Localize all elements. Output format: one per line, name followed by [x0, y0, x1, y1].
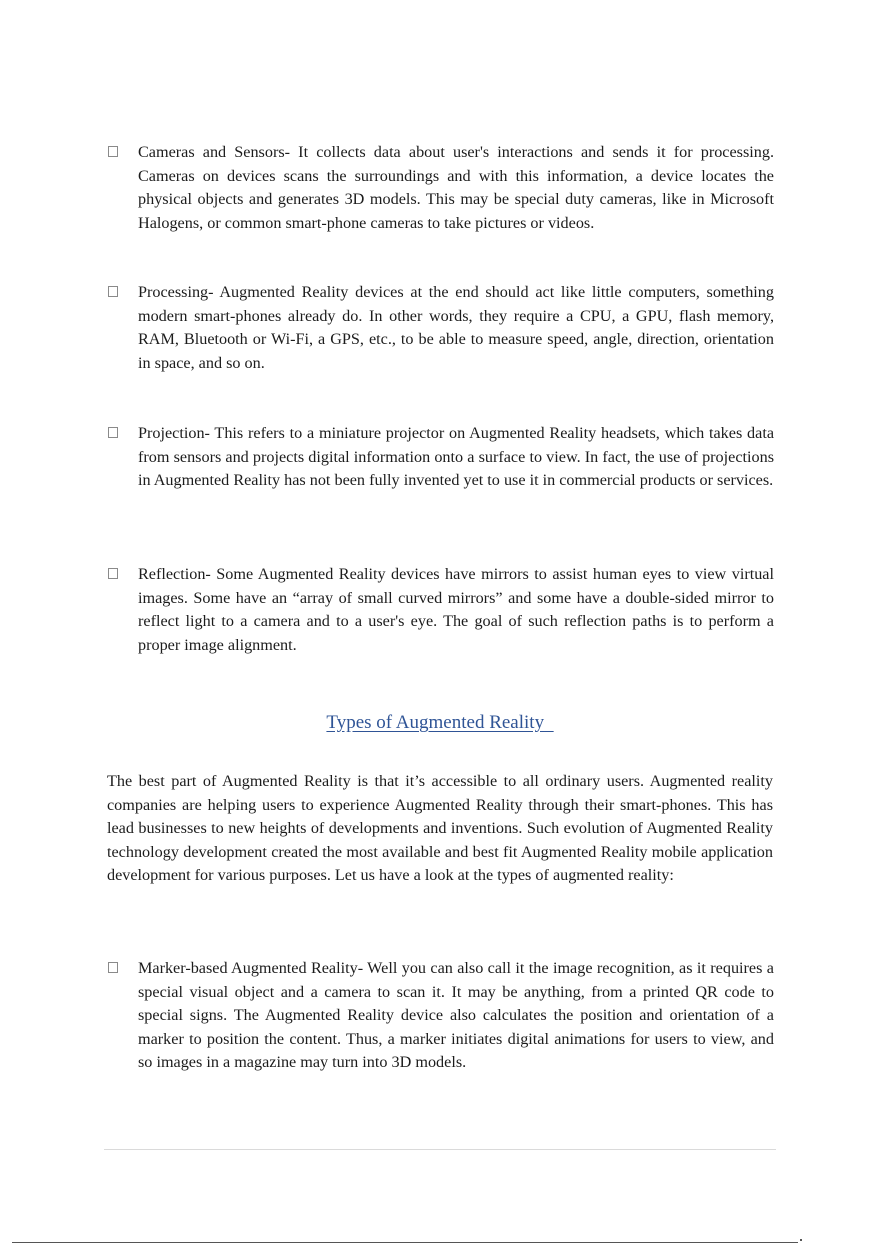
bullet-body: Augmented Reality devices at the end should act like little computers, something modern smart-phones already do. In other words, they require a CPU, a GPU, flash memory, RAM, Bluetooth or Wi-Fi, a GPS, etc., to be able to measure speed, angle, direction, orientation in space, and so on. — [138, 283, 774, 372]
bullet-box-icon — [108, 568, 118, 579]
section-heading — [0, 712, 880, 734]
bullet-item-processing — [108, 281, 774, 375]
bullet-text — [138, 563, 774, 657]
page-edge-dot — [800, 1239, 802, 1241]
section-heading-text: Types of Augmented Reality — [326, 712, 545, 733]
bullet-text — [138, 957, 774, 1075]
bullet-title: Cameras and Sensors- — [138, 143, 291, 161]
bullet-item-cameras-sensors — [108, 141, 774, 235]
bullet-title: Reflection- — [138, 565, 211, 583]
intro-paragraph: The best part of Augmented Reality is that it’s accessible to all ordinary users. Augmented reality companies are helping users to experience Augmented Reality through their smart-phones. This has lead businesses to new heights of developments and inventions. Such evolution of Augmented Reality technology development created the most available and best fit Augmented Reality mobile application development for various purposes. Let us have a look at the types of augmented reality: — [107, 772, 773, 885]
bullet-text — [138, 141, 774, 235]
page-bottom-rule — [12, 1242, 798, 1243]
bullet-box-icon — [108, 962, 118, 973]
bullet-body: Some Augmented Reality devices have mirrors to assist human eyes to view virtual images. Some have an “array of small curved mirrors” and some have a double-sided mirror to reflect light to a camera and to a user's eye. The goal of such reflection paths is to perform a proper image alignment. — [138, 565, 774, 654]
bullet-title: Marker-based Augmented Reality- — [138, 959, 364, 977]
bullet-text — [138, 281, 774, 375]
bullet-box-icon — [108, 146, 118, 157]
bullet-box-icon — [108, 286, 118, 297]
bullet-body: This refers to a miniature projector on Augmented Reality headsets, which takes data from sensors and projects digital information onto a surface to view. In fact, the use of projections in Augmented Reality has not been fully invented yet to use it in commercial products or services. — [138, 424, 774, 490]
bullet-item-marker-based — [108, 957, 774, 1075]
bullet-title: Processing- — [138, 283, 214, 301]
bullet-title: Projection- — [138, 424, 210, 442]
bullet-box-icon — [108, 427, 118, 438]
bullet-body: Well you can also call it the image recognition, as it requires a special visual object and a camera to scan it. It may be anything, from a printed QR code to special signs. The Augmented Reality device also calculates the position and orientation of a marker to position the content. Thus, a marker initiates digital animations for users to view, and so images in a magazine may turn into 3D models. — [138, 959, 774, 1072]
bullet-item-projection — [108, 422, 774, 493]
footer-divider — [104, 1149, 776, 1150]
bullet-text — [138, 422, 774, 493]
bullet-item-reflection — [108, 563, 774, 657]
bullet-body: It collects data about user's interactions and sends it for processing. Cameras on devices scans the surroundings and with this information, a device locates the physical objects and generates 3D models. This may be special duty cameras, like in Microsoft Halogens, or common smart-phone cameras to take pictures or videos. — [138, 143, 774, 232]
